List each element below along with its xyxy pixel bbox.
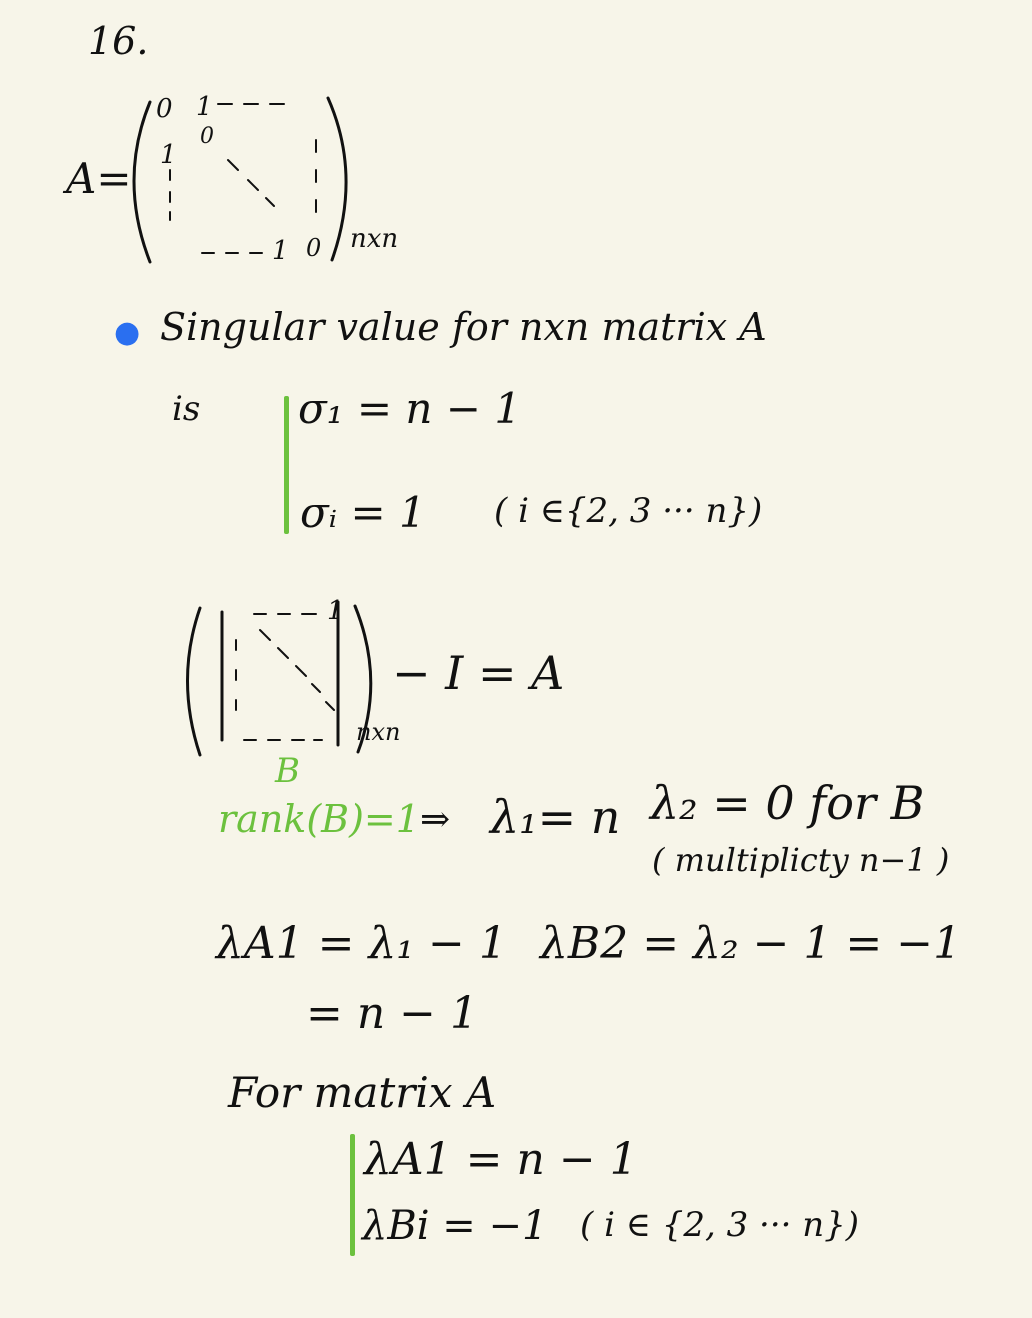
- lambda-bi-range: ( i ∈ {2, 3 ··· n}): [580, 1205, 860, 1245]
- matrix-b-entry: 1: [327, 596, 344, 626]
- implies-arrow: ⇒: [420, 799, 451, 840]
- matrix-a-entry: 0: [156, 94, 173, 124]
- bullet-icon: ●: [114, 315, 141, 350]
- lambda-b2-equation: λB2 = λ₂ − 1 = −1: [540, 918, 962, 969]
- sigma-1-equation: σ₁ = n − 1: [298, 384, 522, 433]
- multiplicity-note: ( multiplicty n−1 ): [652, 841, 950, 879]
- lambda-a1-continuation: = n − 1: [306, 988, 479, 1039]
- sigma-i-range: ( i ∈{2, 3 ··· n}): [494, 491, 763, 531]
- rank-statement: rank(B)=1: [218, 797, 420, 841]
- matrix-a-right-paren: [328, 98, 346, 260]
- matrix-a-entry: 0: [200, 124, 214, 149]
- lambda-bi-equation: λBi = −1: [362, 1203, 548, 1249]
- matrix-b-size: nxn: [356, 718, 401, 746]
- singular-value-statement: Singular value for nxn matrix A: [160, 305, 767, 349]
- matrix-a-entry: 0: [306, 234, 322, 262]
- matrix-b-equation: − I = A: [392, 646, 565, 700]
- matrix-a-left-paren: [134, 102, 150, 262]
- matrix-a-entry: 1: [272, 236, 289, 266]
- matrix-a-label: A=: [66, 154, 132, 203]
- is-label: is: [172, 389, 201, 429]
- matrix-b-left-paren: [188, 608, 201, 755]
- lambda-ai-equation: λA1 = n − 1: [364, 1134, 638, 1185]
- sigma-bracket-rule: [284, 396, 289, 534]
- lambda-2-value: λ₂ = 0 for B: [650, 776, 925, 830]
- problem-number: 16.: [88, 19, 149, 63]
- matrix-a-entry: 1: [196, 92, 213, 122]
- lambda-a1-equation: λA1 = λ₁ − 1: [216, 918, 507, 969]
- for-matrix-heading: For matrix A: [228, 1068, 497, 1117]
- matrix-a-entry: 1: [160, 140, 177, 170]
- matrix-a-size: nxn: [350, 224, 399, 254]
- lambda-1-value: λ₁= n: [490, 790, 621, 844]
- sigma-i-equation: σᵢ = 1: [300, 488, 426, 537]
- matrix-b-label: B: [275, 751, 300, 791]
- eigenvalue-bracket-rule: [350, 1134, 355, 1256]
